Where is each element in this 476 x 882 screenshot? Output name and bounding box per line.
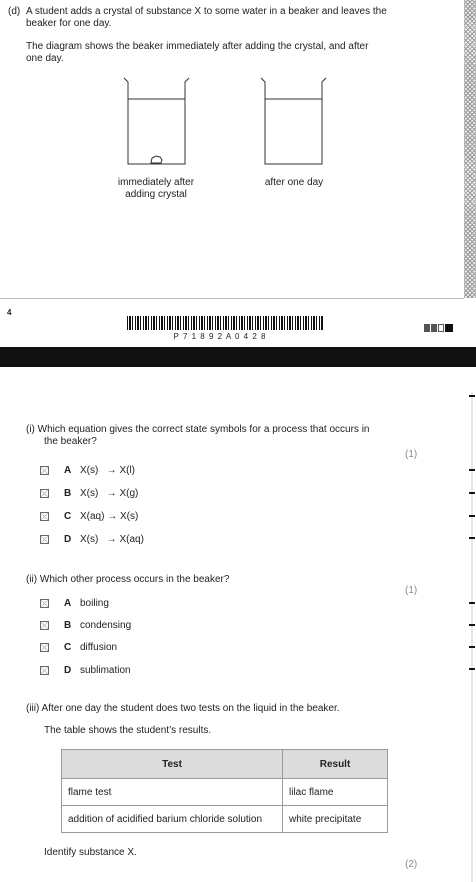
diagram-intro-1: The diagram shows the beaker immediately after adding the crystal, and after <box>26 41 369 52</box>
table-intro: The table shows the student’s results. <box>44 725 212 736</box>
q-ii-checkbox-c[interactable] <box>40 643 49 652</box>
q-ii-option-a-text: boiling <box>80 598 109 609</box>
caption-left-2: adding crystal <box>125 189 187 200</box>
part-d-line-1: A student adds a crystal of substance X to some water in a beaker and leaves the <box>26 6 387 17</box>
barcode-text: P 7 1 8 9 2 A 0 4 2 8 <box>173 332 267 341</box>
q-ii-checkbox-a[interactable] <box>40 599 49 608</box>
q-ii-marks: (1) <box>405 585 418 596</box>
part-d-label: (d) <box>8 6 21 17</box>
table-cell: flame test <box>62 779 283 806</box>
q-i-option-c-letter: C <box>64 511 72 522</box>
q-i-checkbox-a[interactable] <box>40 466 49 475</box>
q-i-option-b-letter: B <box>64 488 72 499</box>
part-d-line-2: beaker for one day. <box>26 18 112 29</box>
q-i-option-a-text: X(s) → X(l) <box>80 465 135 476</box>
margin-tick <box>469 492 475 494</box>
caption-right: after one day <box>264 177 324 188</box>
q-i-option-a-letter: A <box>64 465 72 476</box>
q-ii-checkbox-d[interactable] <box>40 666 49 675</box>
q-ii-option-c-letter: C <box>64 642 72 653</box>
margin-tick <box>469 668 475 670</box>
q-ii-option-b-text: condensing <box>80 620 132 631</box>
table-header-row <box>62 750 388 779</box>
q-ii-option-c-text: diffusion <box>80 642 118 653</box>
q-iii-prompt: (iii) After one day the student does two tests on the liquid in the beaker. <box>26 703 340 714</box>
table-cell: white precipitate <box>283 806 388 833</box>
table-row <box>62 779 388 806</box>
table-row <box>62 806 388 833</box>
q-iii-instruction: Identify substance X. <box>44 847 137 858</box>
margin-tick <box>469 646 475 648</box>
q-ii-option-b-letter: B <box>64 620 72 631</box>
table-header-test: Test <box>62 750 283 779</box>
crystal <box>151 156 162 163</box>
margin-tick <box>469 624 475 626</box>
q-ii-prompt: (ii) Which other process occurs in the beaker? <box>26 574 230 585</box>
table-cell: lilac flame <box>283 779 388 806</box>
q-ii-checkbox-b[interactable] <box>40 621 49 630</box>
q-i-checkbox-b[interactable] <box>40 489 49 498</box>
page-break-bar <box>0 347 476 367</box>
q-i-checkbox-c[interactable] <box>40 512 49 521</box>
q-i-option-c-text: X(aq) → X(s) <box>80 511 139 522</box>
diagram-intro-2: one day. <box>26 53 64 64</box>
q-i-option-d-text: X(s) → X(aq) <box>80 534 144 545</box>
q-ii-option-d-letter: D <box>64 665 72 676</box>
barcode <box>127 316 323 330</box>
margin-tick <box>469 515 475 517</box>
q-ii-option-d-text: sublimation <box>80 665 131 676</box>
results-table <box>61 749 388 833</box>
margin-tick <box>469 469 475 471</box>
caption-left-1: immediately after <box>117 177 195 188</box>
q-i-option-d-letter: D <box>64 534 72 545</box>
q-i-checkbox-d[interactable] <box>40 535 49 544</box>
q-i-prompt-1: (i) Which equation gives the correct state symbols for a process that occurs in <box>26 424 370 435</box>
right-margin-line <box>471 392 473 882</box>
margin-tick <box>469 602 475 604</box>
page-marker <box>424 324 456 332</box>
q-i-option-b-text: X(s) → X(g) <box>80 488 139 499</box>
q-i-marks: (1) <box>405 449 418 460</box>
q-ii-option-a-letter: A <box>64 598 72 609</box>
page-divider <box>0 298 464 299</box>
page-number: 4 <box>7 308 12 317</box>
margin-tick <box>469 537 475 539</box>
margin-hatch <box>464 0 476 298</box>
beaker-left <box>124 78 189 164</box>
table-header-result: Result <box>283 750 388 779</box>
beaker-diagram <box>115 72 355 172</box>
margin-tick <box>469 395 475 397</box>
table-cell: addition of acidified barium chloride solution <box>62 806 283 833</box>
q-i-prompt-2: the beaker? <box>44 436 97 447</box>
q-iii-marks: (2) <box>405 859 418 870</box>
beaker-right <box>261 78 326 164</box>
